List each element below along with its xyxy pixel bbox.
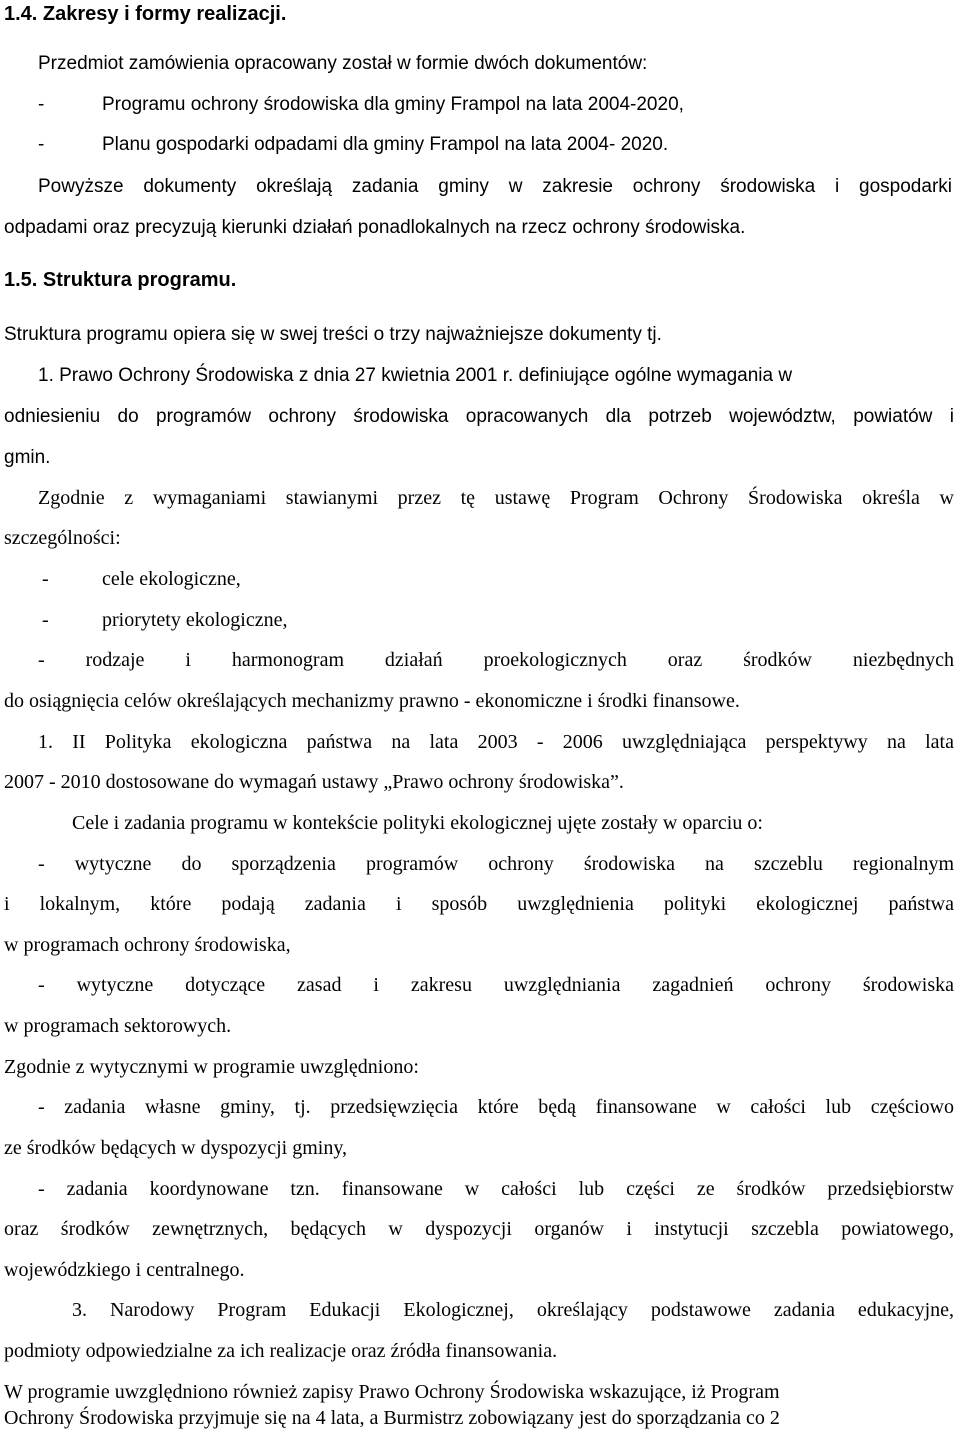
paragraph-line: oraz środków zewnętrznych, będących w dyspozycji organów i instytucji szczebla powiatowego, [4,1218,954,1240]
list-item-line: - wytyczne dotyczące zasad i zakresu uwzględniania zagadnień ochrony środowiska [38,974,954,996]
paragraph-line: odpadami oraz precyzują kierunki działań ponadlokalnych na rzecz ochrony środowiska. [4,217,746,238]
paragraph-line: ze środków będących w dyspozycji gminy, [4,1137,348,1159]
list-item-line: - wytyczne do sporządzenia programów ochrony środowiska na szczeblu regionalnym [38,853,954,875]
paragraph-intro: Przedmiot zamówienia opracowany został w formie dwóch dokumentów: [38,53,648,74]
bullet-mark: - [38,94,45,115]
bullet-mark: - [38,134,45,155]
paragraph-line: Ochrony Środowiska przyjmuje się na 4 lata, a Burmistrz zobowiązany jest do sporządzania co 2 [4,1407,780,1429]
list-item-text: Planu gospodarki odpadami dla gminy Frampol na lata 2004- 2020. [102,134,669,155]
paragraph-line: Cele i zadania programu w kontekście polityki ekologicznej ujęte zostały w oparciu o: [72,812,763,834]
section-heading-1-4: 1.4. Zakresy i formy realizacji. [4,3,287,25]
list-item-text: Programu ochrony środowiska dla gminy Frampol na lata 2004-2020, [102,94,684,115]
paragraph-line: w programach sektorowych. [4,1015,232,1037]
paragraph-line: w programach ochrony środowiska, [4,934,291,956]
numbered-item-line: 3. Narodowy Program Edukacji Ekologicznej, określający podstawowe zadania edukacyjne, [72,1299,954,1321]
paragraph-line: gmin. [4,447,51,468]
paragraph-line: Powyższe dokumenty określają zadania gminy w zakresie ochrony środowiska i gospodarki [38,176,952,197]
paragraph-line: Struktura programu opiera się w swej treści o trzy najważniejsze dokumenty tj. [4,324,662,345]
list-item-line: - zadania własne gminy, tj. przedsięwzięcia które będą finansowane w całości lub częściowo [38,1096,954,1118]
paragraph-line: do osiągnięcia celów określających mechanizmy prawno - ekonomiczne i środki finansowe. [4,690,740,712]
paragraph-line: Zgodnie z wymaganiami stawianymi przez tę ustawę Program Ochrony Środowiska określa w [38,487,954,509]
numbered-item-line: 1. Prawo Ochrony Środowiska z dnia 27 kwietnia 2001 r. definiujące ogólne wymagania w [38,365,793,386]
paragraph-line: podmioty odpowiedzialne za ich realizacje oraz źródła finansowania. [4,1340,558,1362]
list-item-text: cele ekologiczne, [102,568,241,590]
bullet-mark: - [42,609,49,631]
paragraph-line: W programie uwzględniono również zapisy Prawo Ochrony Środowiska wskazujące, iż Program [4,1381,780,1403]
numbered-item-line: 1. II Polityka ekologiczna państwa na lata 2003 - 2006 uwzględniająca perspektywy na lata [38,731,954,753]
paragraph-line: i lokalnym, które podają zadania i sposób uwzględnienia polityki ekologicznej państwa [4,893,954,915]
paragraph-line: odniesieniu do programów ochrony środowiska opracowanych dla potrzeb województw, powiatów i [4,406,954,427]
paragraph-line: 2007 - 2010 dostosowane do wymagań ustawy „Prawo ochrony środowiska”. [4,771,624,793]
paragraph-line: wojewódzkiego i centralnego. [4,1259,245,1281]
list-item-line: - zadania koordynowane tzn. finansowane w całości lub części ze środków przedsiębiorstw [38,1178,954,1200]
list-item-line: - rodzaje i harmonogram działań proekologicznych oraz środków niezbędnych [38,649,954,671]
paragraph-line: Zgodnie z wytycznymi w programie uwzględniono: [4,1056,419,1078]
bullet-mark: - [42,568,49,590]
section-heading-1-5: 1.5. Struktura programu. [4,269,237,291]
paragraph-line: szczególności: [4,527,121,549]
list-item-text: priorytety ekologiczne, [102,609,288,631]
